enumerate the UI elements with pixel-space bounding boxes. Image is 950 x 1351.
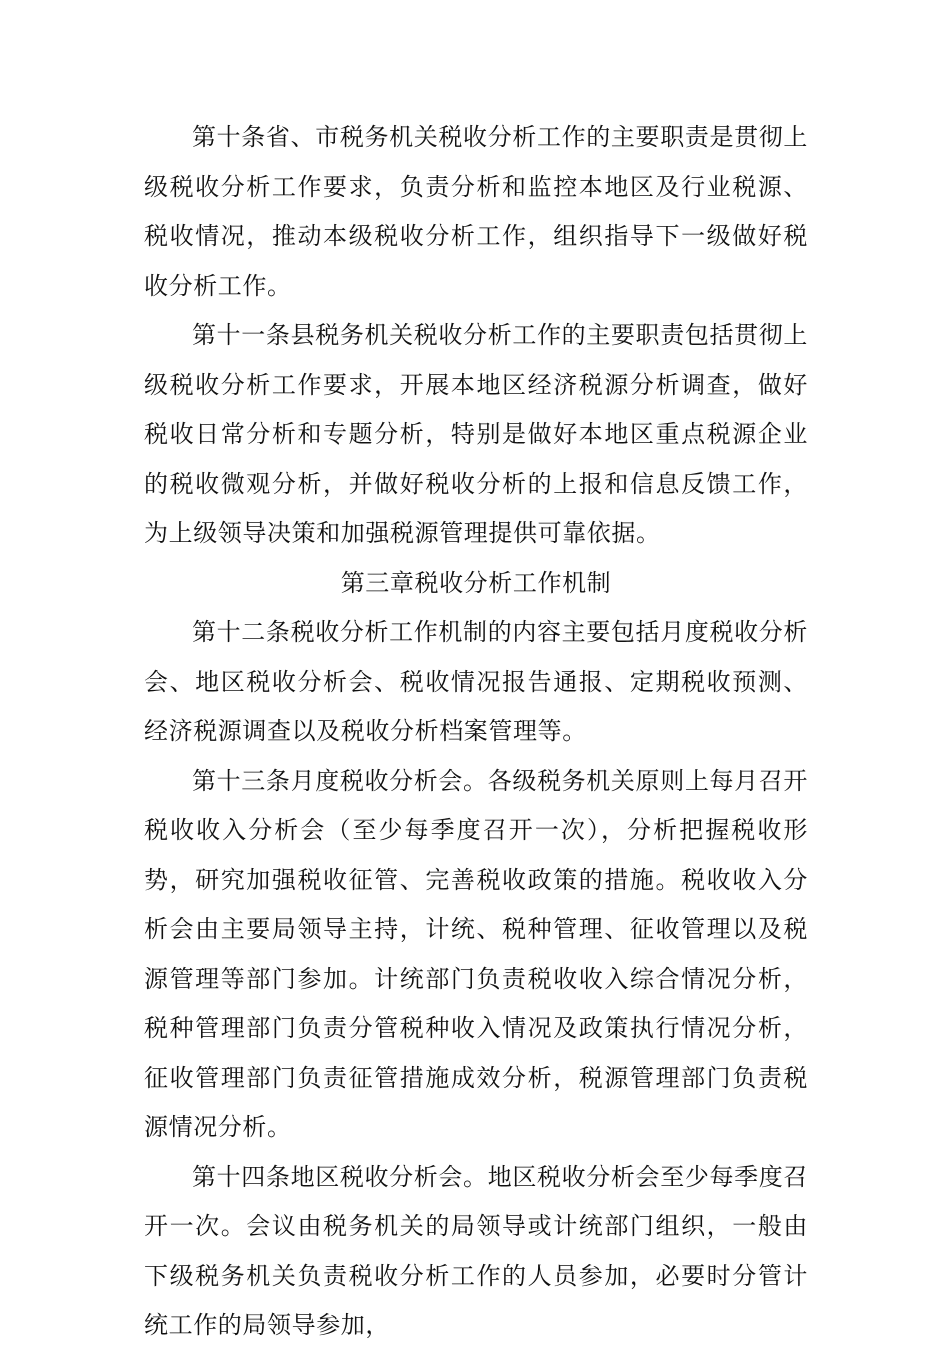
article-10-paragraph: 第十条省、市税务机关税收分析工作的主要职责是贯彻上级税收分析工作要求，负责分析和监控本地区及行业税源、税收情况，推动本级税收分析工作，组织指导下一级做好税收分析工作。 bbox=[144, 123, 808, 300]
article-14-paragraph: 第十四条地区税收分析会。地区税收分析会至少每季度召开一次。会议由税务机关的局领导或计统部门组织，一般由下级税务机关负责税收分析工作的人员参加，必要时分管计统工作的局领导参加， bbox=[144, 1162, 808, 1339]
article-12-paragraph: 第十二条税收分析工作机制的内容主要包括月度税收分析会、地区税收分析会、税收情况报告通报、定期税收预测、经济税源调查以及税收分析档案管理等。 bbox=[144, 618, 808, 745]
article-11-paragraph: 第十一条县税务机关税收分析工作的主要职责包括贯彻上级税收分析工作要求，开展本地区经济税源分析调查，做好税收日常分析和专题分析，特别是做好本地区重点税源企业的税收微观分析，并做好税收分析的上报和信息反馈工作，为上级领导决策和加强税源管理提供可靠依据。 bbox=[144, 321, 808, 547]
article-13-paragraph: 第十三条月度税收分析会。各级税务机关原则上每月召开税收收入分析会（至少每季度召开一次），分析把握税收形势，研究加强税收征管、完善税收政策的措施。税收收入分析会由主要局领导主持，计统、税种管理、征收管理以及税源管理等部门参加。计统部门负责税收收入综合情况分析，税种管理部门负责分管税种收入情况及政策执行情况分析，征收管理部门负责征管措施成效分析，税源管理部门负责税源情况分析。 bbox=[144, 766, 808, 1141]
chapter-3-heading: 第三章税收分析工作机制 bbox=[340, 568, 612, 597]
document-body bbox=[144, 113, 808, 1351]
